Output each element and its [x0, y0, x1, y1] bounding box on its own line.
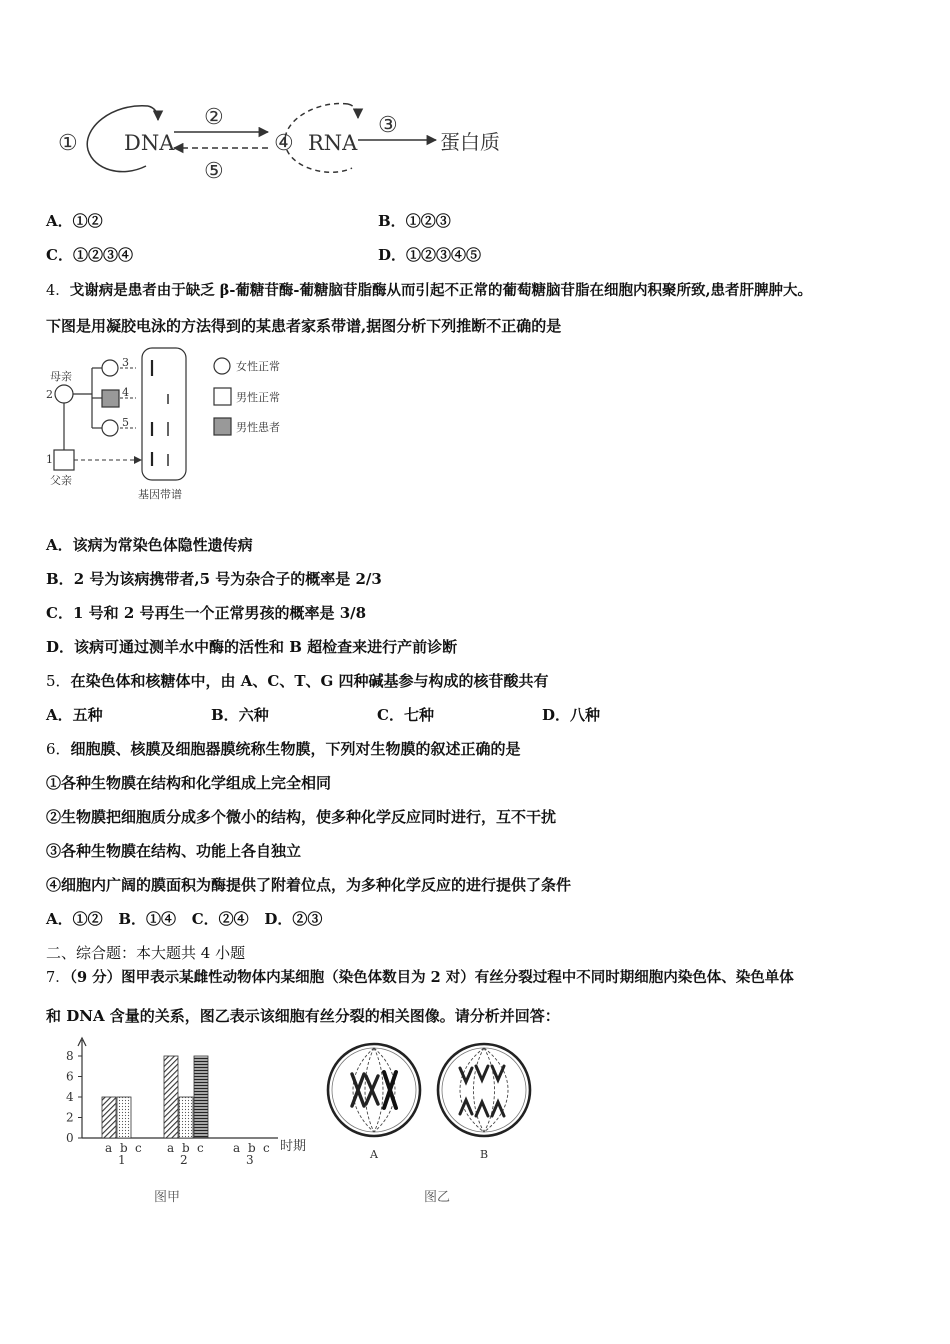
bar-letter-label: c	[263, 1141, 270, 1155]
number-2: 2	[46, 388, 53, 401]
son-4-symbol	[102, 390, 119, 407]
mother-symbol	[55, 385, 73, 403]
cell-label-a: A	[370, 1148, 378, 1161]
number-4: 4	[122, 386, 129, 399]
period-label: 3	[246, 1153, 254, 1167]
q5-option-c: C．七种	[377, 706, 434, 724]
figure-yi-cells	[326, 1042, 546, 1172]
bar-letter-label: b	[248, 1141, 256, 1155]
number-5: 5	[122, 416, 129, 429]
cell-b	[438, 1044, 530, 1136]
number-3: 3	[122, 356, 129, 369]
y-tick-label: 2	[66, 1110, 74, 1125]
figure-jia-chart	[58, 1036, 328, 1206]
q5-option-d: D．八种	[542, 706, 601, 724]
daughter-3-symbol	[102, 360, 118, 376]
q6-option-a: A．①②	[46, 910, 103, 928]
legend-female-normal: 女性正常	[236, 360, 280, 373]
label-3: ③	[378, 113, 398, 138]
cell-label-b: B	[480, 1148, 489, 1161]
bar-letter-label: b	[182, 1141, 190, 1155]
q5-option-b: B．六种	[211, 706, 269, 724]
father-label: 父亲	[50, 474, 72, 487]
q4-stem-line2: 下图是用凝胶电泳的方法得到的某患者家系带谱,据图分析下列推断不正确的是	[46, 317, 562, 335]
q6-option-b: B．①④	[118, 910, 177, 928]
band-label: 基因带谱	[138, 488, 182, 501]
bar-a-period-1	[102, 1097, 116, 1138]
q3-option-b: B．①②③	[378, 212, 451, 230]
period-label: 2	[180, 1153, 188, 1167]
q6-stem: 6．细胞膜、核膜及细胞器膜统称生物膜，下列对生物膜的叙述正确的是	[46, 740, 521, 758]
q3-option-a: A．①②	[46, 212, 103, 230]
q3-option-c: C．①②③④	[46, 246, 133, 264]
father-symbol	[54, 450, 74, 470]
legend-male-patient-symbol	[214, 418, 231, 435]
bar-letter-label: a	[233, 1141, 241, 1155]
y-tick-label: 0	[66, 1131, 74, 1145]
q4-option-d: D．该病可通过测羊水中酶的活性和 B 超检查来进行产前诊断	[46, 638, 458, 656]
q7-stem-line1: 7．（9 分）图甲表示某雌性动物体内某细胞（染色体数目为 2 对）有丝分裂过程中不同时期细胞内染色体、染色单体	[46, 969, 794, 986]
q7-stem-line2: 和 DNA 含量的关系，图乙表示该细胞有丝分裂的相关图像。请分析并回答：	[46, 1007, 560, 1025]
legend-male-patient: 男性患者	[236, 421, 280, 434]
label-2: ②	[204, 105, 224, 130]
label-4: ④	[274, 131, 294, 156]
central-dogma-diagram	[52, 98, 512, 184]
bar-a-period-2	[164, 1056, 178, 1138]
number-1: 1	[46, 453, 53, 466]
legend-male-normal: 男性正常	[236, 391, 280, 404]
q6-statement-1: ①各种生物膜在结构和化学组成上完全相同	[46, 774, 332, 792]
legend-female-normal-symbol	[214, 358, 230, 374]
figure-yi-label: 图乙	[424, 1190, 451, 1205]
q4-option-a: A．该病为常染色体隐性遗传病	[46, 536, 253, 554]
q5-stem: 5．在染色体和核糖体中，由 A、C、T、G 四种碱基参与构成的核苷酸共有	[46, 672, 549, 690]
x-axis-label: 时期	[280, 1139, 307, 1154]
protein-label: 蛋白质	[440, 130, 500, 154]
bar-letter-label: a	[105, 1141, 113, 1155]
figure-jia-label: 图甲	[154, 1190, 181, 1205]
q6-statement-2: ②生物膜把细胞质分成多个微小的结构，使多种化学反应同时进行，互不干扰	[46, 808, 557, 826]
bar-letter-label: c	[197, 1141, 204, 1155]
q4-option-c: C．1 号和 2 号再生一个正常男孩的概率是 3/8	[46, 604, 367, 622]
q6-option-d: D．②③	[264, 910, 323, 928]
period-label: 1	[118, 1153, 126, 1167]
bar-letter-label: a	[167, 1141, 175, 1155]
q4-stem-line1: 4．戈谢病是患者由于缺乏 β-葡糖苷酶-葡糖脑苷脂酶从而引起不正常的葡萄糖脑苷脂在细胞内积聚所致,患者肝脾肿大。	[46, 282, 812, 299]
bar-c-period-2	[194, 1056, 208, 1138]
daughter-5-symbol	[102, 420, 118, 436]
q6-statement-3: ③各种生物膜在结构、功能上各自独立	[46, 842, 302, 860]
y-tick-label: 6	[66, 1069, 74, 1084]
bar-letter-label: b	[120, 1141, 128, 1155]
dna-label: DNA	[124, 131, 175, 155]
q3-option-d: D．①②③④⑤	[378, 246, 482, 264]
mother-label: 母亲	[50, 370, 72, 383]
legend-male-normal-symbol	[214, 388, 231, 405]
bar-b-period-1	[117, 1097, 131, 1138]
q6-options	[46, 909, 322, 929]
y-tick-label: 8	[66, 1049, 74, 1063]
rna-label: RNA	[308, 131, 358, 155]
q4-option-b: B．2 号为该病携带者,5 号为杂合子的概率是 2/3	[46, 570, 382, 588]
y-tick-label: 4	[66, 1090, 74, 1104]
label-5: ⑤	[204, 159, 224, 184]
bar-b-period-2	[179, 1097, 193, 1138]
q6-option-c: C．②④	[191, 910, 249, 928]
gel-box	[142, 348, 186, 480]
label-1: ①	[58, 131, 78, 156]
bar-letter-label: c	[135, 1141, 142, 1155]
pedigree-figure	[42, 346, 302, 506]
q5-option-a: A．五种	[46, 706, 103, 724]
section-2-heading: 二、综合题：本大题共 4 小题	[46, 944, 246, 962]
cell-a	[328, 1044, 420, 1136]
q6-statement-4: ④细胞内广阔的膜面积为酶提供了附着位点，为多种化学反应的进行提供了条件	[46, 876, 572, 894]
